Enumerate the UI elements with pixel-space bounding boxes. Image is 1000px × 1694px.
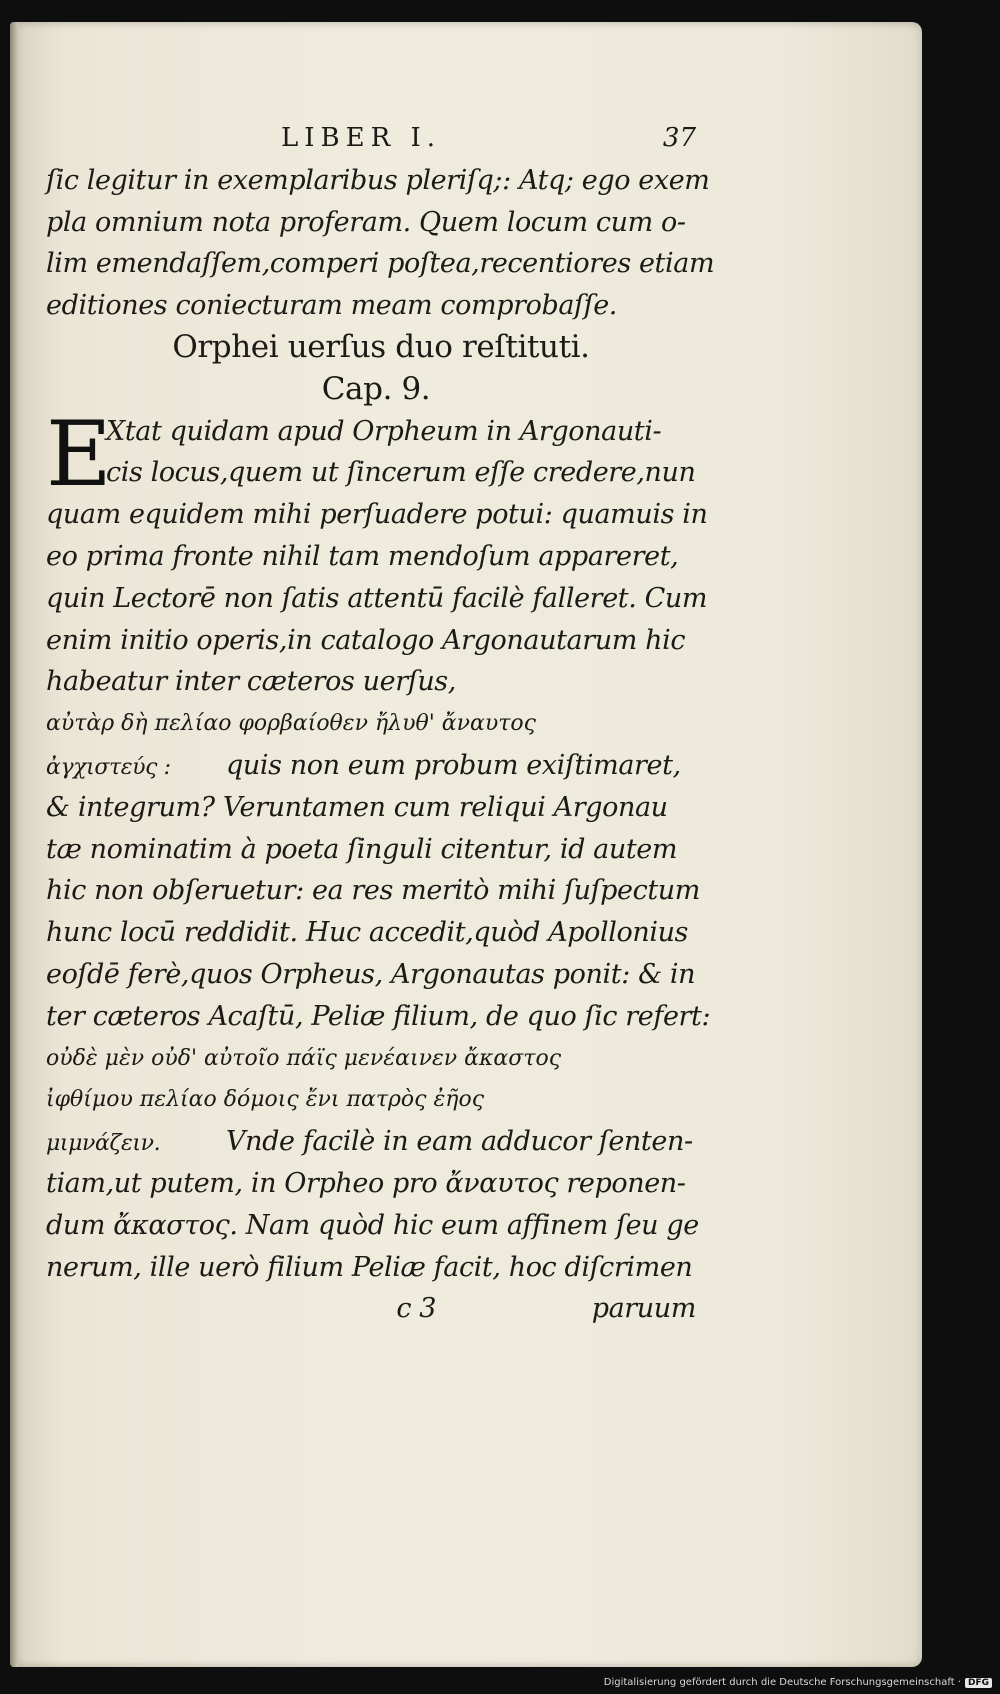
- text-line: Xtat quidam apud Orpheum in Argonauti-: [106, 415, 662, 447]
- text-fragment: quis non eum probum exiſtimaret,: [226, 749, 681, 781]
- text-line: habeatur inter cæteros uerſus,: [46, 666, 456, 698]
- text-line: lim emendaſſem,comperi poſtea,recentiores etiam: [46, 248, 715, 280]
- text-line: hunc locū reddidit. Huc accedit,quòd Apollonius: [46, 917, 689, 949]
- text-line: nerum, ille uerò filium Peliæ facit, hoc diſcrimen: [46, 1251, 693, 1283]
- greek-verse-line: οὐδὲ μὲν οὐδ' αὐτοῖο πάϊς μενέαινεν ἄκαστος: [46, 1045, 562, 1071]
- running-head-line: [46, 118, 696, 160]
- text-line: enim initio operis,in catalogo Argonautarum hic: [46, 624, 686, 656]
- signature-mark: c 3: [396, 1293, 436, 1325]
- chapter-number: Cap. 9.: [321, 370, 431, 407]
- text-line: dum ἄκαστος. Nam quòd hic eum affinem ſeu ge: [46, 1209, 699, 1241]
- digitization-credit: [604, 1677, 992, 1688]
- text-line: eo prima fronte nihil tam mendoſum appareret,: [46, 540, 679, 572]
- greek-verse-line: αὐτὰρ δὴ πελίαο φορβαίοθεν ἤλυθ' ἄναυτος: [46, 711, 536, 737]
- text-line: & integrum? Veruntamen cum reliqui Argonau: [46, 791, 668, 823]
- mixed-line: [46, 745, 696, 787]
- catchword: paruum: [591, 1293, 696, 1325]
- page-number: 37: [662, 123, 696, 153]
- text-line: pla omnium nota proferam. Quem locum cum o-: [46, 206, 686, 238]
- text-line: eoſdē ferè,quos Orpheus, Argonautas ponit: & in: [46, 958, 696, 990]
- book-page: [10, 22, 922, 1667]
- text-line: tiam,ut putem, in Orpheo pro ἄναυτος reponen-: [46, 1167, 686, 1199]
- greek-verse-fragment: ἀγχιστεύς :: [46, 754, 171, 780]
- dfg-logo: DFG: [965, 1678, 992, 1688]
- text-line: hic non obſeruetur: ea res meritò mihi ſuſpectum: [46, 875, 700, 907]
- text-line: quin Lectorē non ſatis attentū facilè falleret. Cum: [46, 582, 708, 614]
- page-gutter-shadow: [10, 22, 18, 1667]
- initial-paragraph-start: [46, 401, 696, 507]
- chapter-title: Orphei uerſus duo reſtituti.: [172, 328, 590, 365]
- running-head: LIBER I.: [281, 123, 441, 153]
- page-text-block: [46, 118, 715, 1330]
- mixed-line: [46, 1121, 696, 1163]
- drop-cap-initial: E: [46, 401, 112, 507]
- text-line: editiones coniecturam meam comprobaſſe.: [46, 290, 617, 322]
- text-line: tæ nominatim à poeta ſinguli citentur, id autem: [46, 833, 678, 865]
- text-line: ter cæteros Acaſtū, Peliæ filium, de quo ſic refert:: [46, 1000, 711, 1032]
- text-fragment: Vnde facilè in eam adducor ſenten-: [226, 1126, 693, 1158]
- text-line: ſic legitur in exemplaribus pleriſq;: Atq; ego exem: [46, 164, 710, 196]
- greek-verse-fragment: μιμνάζειν.: [46, 1131, 161, 1157]
- greek-verse-line: ἰφθίμου πελίαο δόμοις ἔνι πατρὸς ἐῆος: [46, 1087, 485, 1113]
- credit-text: Digitalisierung gefördert durch die Deutsche Forschungsgemeinschaft ·: [603, 1677, 961, 1688]
- page-footer-line: [46, 1288, 696, 1330]
- text-line: quam equidem mihi perſuadere potui: quamuis in: [46, 499, 708, 531]
- text-line: cis locus,quem ut ſincerum eſſe credere,nun: [106, 457, 696, 489]
